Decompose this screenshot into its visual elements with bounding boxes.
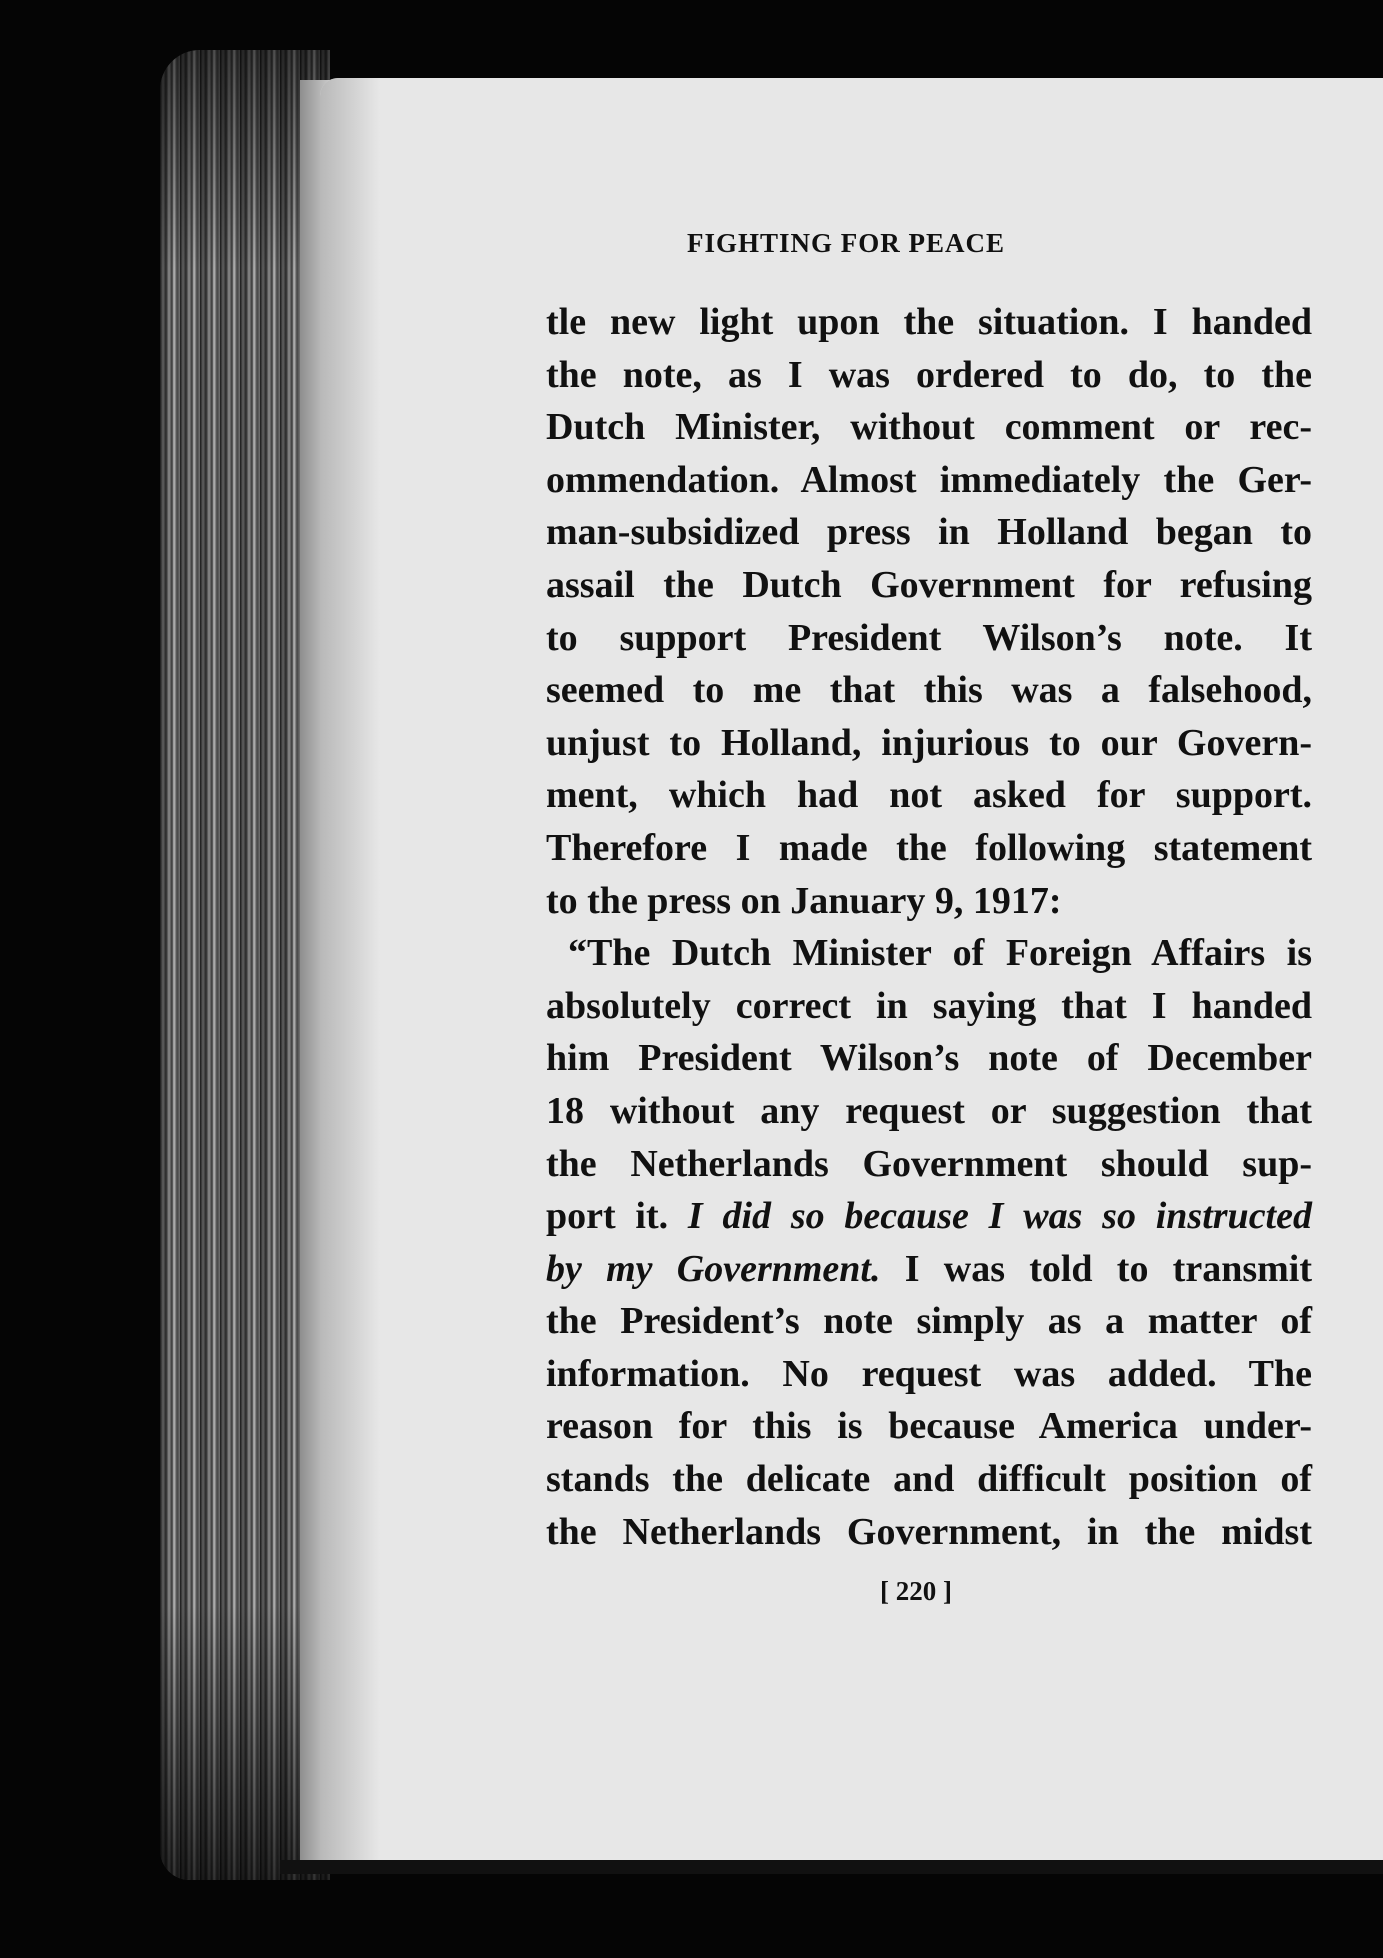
text-line: to support President Wilson’s note. It	[546, 616, 1312, 659]
running-head: FIGHTING FOR PEACE	[686, 228, 1006, 258]
text-line: man-subsidized press in Holland began to	[546, 511, 1312, 554]
text-line: assail the Dutch Government for refusing	[546, 563, 1312, 606]
page-number: [ 220 ]	[880, 1576, 952, 1606]
text-line-mixed	[546, 1243, 1312, 1296]
text-line-mixed	[546, 1190, 1312, 1243]
roman-text: I was told to transmit	[880, 1247, 1312, 1290]
text-line: stands the delicate and difficult position of	[546, 1458, 1312, 1501]
text-line: him President Wilson’s note of December	[546, 1037, 1312, 1080]
text-line: information. No request was added. The	[546, 1352, 1312, 1395]
text-line: 18 without any request or suggestion that	[546, 1089, 1312, 1132]
text-line: the Netherlands Government, in the midst	[546, 1510, 1312, 1553]
text-line: unjust to Holland, injurious to our Govern-	[546, 721, 1312, 764]
text-line: the Netherlands Government should sup-	[546, 1142, 1312, 1185]
text-line: absolutely correct in saying that I handed	[546, 984, 1312, 1027]
text-line: ment, which had not asked for support.	[546, 774, 1312, 817]
roman-text: port it.	[546, 1195, 688, 1238]
italic-text: by my Government.	[546, 1247, 881, 1290]
italic-text: I did so because I was so instructed	[687, 1195, 1312, 1238]
text-line: reason for this is because America under-	[546, 1405, 1312, 1448]
page-bottom-edge	[280, 1860, 1383, 1874]
text-line: seemed to me that this was a falsehood,	[546, 669, 1312, 712]
text-line: to the press on January 9, 1917:	[546, 879, 1062, 922]
text-line: “The Dutch Minister of Foreign Affairs is	[568, 932, 1312, 975]
text-line: tle new light upon the situation. I handed	[546, 301, 1312, 343]
text-line: the note, as I was ordered to do, to the	[546, 353, 1312, 396]
text-line: ommendation. Almost immediately the Ger-	[546, 458, 1312, 501]
body-text	[546, 296, 1312, 1558]
text-line: Therefore I made the following statement	[546, 826, 1312, 869]
text-line: Dutch Minister, without comment or rec-	[546, 406, 1312, 449]
text-line: the President’s note simply as a matter of	[546, 1300, 1312, 1343]
